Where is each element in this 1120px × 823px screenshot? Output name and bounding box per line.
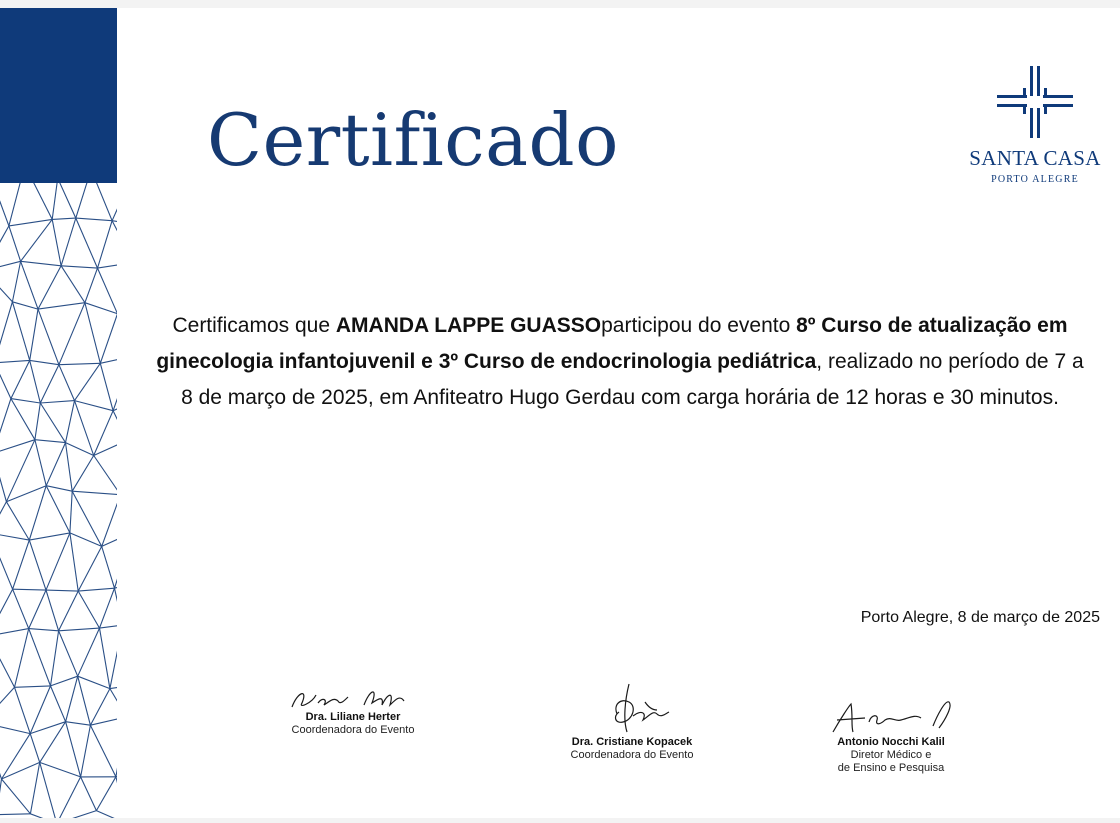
pattern-line — [13, 540, 30, 589]
pattern-line — [0, 453, 6, 501]
pattern-line — [38, 309, 59, 365]
pattern-line — [116, 717, 117, 777]
pattern-line — [78, 546, 102, 591]
pattern-line — [13, 589, 46, 590]
pattern-line — [78, 628, 100, 676]
signature-block-herter — [258, 683, 448, 737]
pattern-line — [40, 365, 59, 403]
pattern-line — [0, 502, 6, 533]
pattern-line — [0, 363, 11, 399]
pattern-line — [0, 533, 29, 540]
pattern-line — [58, 183, 76, 218]
pattern-line — [6, 502, 29, 540]
signer-role: Coordenadora do Evento — [570, 749, 694, 761]
signer-role-line1: Diretor Médico e — [850, 749, 932, 761]
pattern-line — [72, 491, 117, 495]
pattern-line — [75, 401, 114, 411]
pattern-line — [70, 491, 72, 533]
pattern-line — [61, 266, 97, 268]
pattern-line — [46, 486, 70, 533]
pattern-line — [94, 456, 117, 495]
pattern-line — [76, 183, 91, 218]
signature-herter — [278, 683, 428, 711]
pattern-line — [102, 546, 115, 588]
pattern-line — [0, 723, 30, 734]
pattern-line — [96, 811, 117, 818]
pattern-line — [29, 486, 46, 540]
pattern-line — [29, 590, 46, 629]
pattern-line — [52, 183, 58, 219]
pattern-line — [29, 629, 59, 631]
pattern-line — [0, 779, 2, 815]
pattern-line — [9, 226, 21, 261]
pattern-line — [0, 261, 21, 270]
pattern-line — [13, 589, 29, 628]
signature-kalil — [811, 696, 971, 736]
pattern-line — [85, 303, 117, 314]
pattern-line — [0, 629, 29, 636]
pattern-line — [9, 183, 25, 226]
pattern-line — [9, 219, 52, 226]
pattern-line — [11, 360, 30, 398]
pattern-line — [66, 443, 73, 492]
pattern-line — [52, 219, 61, 265]
pattern-line — [15, 629, 29, 688]
pattern-line — [112, 221, 117, 263]
pattern-line — [0, 399, 11, 454]
participant-name: AMANDA LAPPE GUASSO — [335, 314, 602, 337]
pattern-line — [0, 226, 9, 271]
pattern-line — [59, 363, 100, 364]
pattern-line — [110, 625, 117, 689]
pattern-line — [66, 722, 81, 777]
pattern-line — [30, 309, 38, 360]
pattern-line — [46, 590, 59, 631]
pattern-line — [78, 676, 110, 688]
pattern-line — [0, 533, 13, 589]
pattern-line — [30, 360, 59, 364]
pattern-line — [90, 725, 116, 777]
pattern-line — [40, 401, 74, 403]
pattern-line — [59, 303, 85, 365]
pattern-line — [30, 814, 56, 818]
pattern-line — [61, 218, 76, 266]
pattern-line — [70, 533, 102, 547]
signer-name: Dra. Cristiane Kopacek — [571, 736, 693, 748]
body-middle: participou do evento — [601, 314, 797, 337]
pattern-line — [21, 261, 38, 309]
pattern-line — [40, 762, 57, 818]
pattern-line — [51, 631, 59, 686]
pattern-line — [75, 363, 101, 400]
certificate-body — [150, 308, 1090, 416]
pattern-line — [72, 456, 94, 492]
pattern-line — [59, 628, 100, 631]
pattern-line — [113, 411, 117, 441]
pattern-line — [112, 183, 117, 221]
pattern-line — [76, 218, 98, 268]
certificate-title: Certificado — [207, 98, 619, 182]
pattern-line — [61, 266, 85, 303]
pattern-line — [46, 443, 65, 486]
pattern-line — [57, 777, 81, 818]
event-name: 8º Curso de atualização em ginecologia infantojuvenil e 3º Curso de endocrinologia pediátrica — [156, 314, 1068, 373]
pattern-line — [113, 357, 117, 411]
pattern-line — [25, 183, 52, 219]
body-intro: Certificamos que — [172, 314, 336, 337]
pattern-line — [115, 588, 118, 625]
place-date: Porto Alegre, 8 de março de 2025 — [860, 609, 1100, 626]
pattern-line — [0, 723, 2, 779]
pattern-line — [59, 631, 78, 676]
pattern-line — [15, 686, 51, 687]
pattern-line — [30, 686, 50, 734]
pattern-line — [59, 591, 79, 631]
pattern-line — [70, 533, 78, 591]
pattern-line — [2, 779, 31, 814]
pattern-line — [38, 266, 61, 309]
pattern-line — [110, 689, 117, 717]
pattern-line — [72, 491, 102, 546]
pattern-line — [59, 365, 75, 401]
pattern-line — [76, 218, 112, 221]
pattern-line — [30, 734, 40, 763]
signature-kopacek — [557, 680, 707, 736]
pattern-line — [38, 303, 85, 309]
pattern-line — [85, 268, 98, 303]
pattern-line — [15, 687, 31, 733]
logo-city: PORTO ALEGRE — [991, 174, 1079, 185]
signer-role: Coordenadora do Evento — [291, 724, 415, 736]
pattern-line — [78, 676, 91, 725]
pattern-line — [46, 486, 72, 492]
pattern-line — [0, 183, 9, 226]
pattern-line — [100, 363, 113, 410]
pattern-line — [0, 271, 12, 302]
pattern-line — [98, 262, 118, 268]
pattern-line — [46, 533, 70, 590]
pattern-line — [90, 689, 110, 726]
pattern-line — [102, 495, 117, 547]
signer-name: Dra. Liliane Herter — [305, 711, 401, 723]
pattern-line — [11, 399, 40, 403]
pattern-line — [21, 219, 53, 261]
pattern-line — [0, 360, 30, 362]
pattern-line — [40, 762, 81, 777]
signer-role-line2: de Ensino e Pesquisa — [837, 762, 945, 774]
pattern-line — [81, 777, 97, 811]
signature-block-kopacek — [537, 680, 727, 762]
pattern-line — [30, 360, 41, 403]
pattern-line — [11, 399, 35, 440]
pattern-line — [91, 183, 112, 221]
pattern-line — [12, 261, 20, 302]
cross-icon — [997, 66, 1073, 138]
pattern-line — [0, 589, 13, 636]
pattern-line — [78, 591, 99, 628]
pattern-line — [66, 722, 91, 726]
pattern-line — [66, 401, 75, 443]
side-color-block — [0, 8, 117, 183]
pattern-line — [100, 628, 110, 689]
pattern-line — [46, 590, 78, 591]
pattern-line — [78, 588, 114, 591]
logo-name: SANTA CASA — [969, 146, 1101, 170]
pattern-line — [12, 302, 38, 309]
pattern-line — [12, 302, 29, 361]
pattern-line — [52, 218, 76, 219]
signer-name: Antonio Nocchi Kalil — [837, 736, 945, 748]
pattern-line — [81, 725, 91, 777]
pattern-line — [66, 676, 78, 722]
pattern-line — [29, 629, 51, 686]
pattern-line — [40, 403, 65, 443]
pattern-line — [29, 540, 46, 590]
pattern-line — [51, 686, 66, 722]
pattern-line — [30, 762, 39, 813]
signature-block-kalil — [796, 696, 986, 775]
pattern-line — [100, 588, 115, 628]
pattern-line — [0, 814, 30, 815]
pattern-line — [100, 314, 117, 364]
pattern-line — [40, 722, 66, 763]
santa-casa-logo — [960, 66, 1110, 186]
pattern-line — [35, 403, 40, 440]
pattern-line — [100, 625, 118, 628]
geometric-pattern — [0, 183, 117, 818]
pattern-line — [98, 268, 118, 314]
pattern-line — [35, 440, 66, 443]
pattern-line — [98, 221, 113, 268]
pattern-line — [21, 261, 62, 266]
pattern-line — [94, 411, 113, 456]
pattern-line — [75, 401, 94, 456]
body-details: , realizado no período de 7 a 8 de março de 2025, em Anfiteatro Hugo Gerdau com carga horária de 12 horas e 30 minutos. — [181, 350, 1084, 409]
pattern-line — [0, 636, 15, 687]
pattern-line — [85, 303, 100, 364]
certificate-page — [0, 8, 1120, 818]
pattern-line — [29, 533, 70, 540]
pattern-line — [0, 687, 15, 722]
pattern-line — [0, 302, 12, 363]
pattern-line — [30, 722, 65, 734]
pattern-line — [116, 777, 117, 818]
pattern-line — [35, 440, 46, 486]
pattern-line — [96, 777, 116, 811]
pattern-line — [51, 676, 78, 686]
